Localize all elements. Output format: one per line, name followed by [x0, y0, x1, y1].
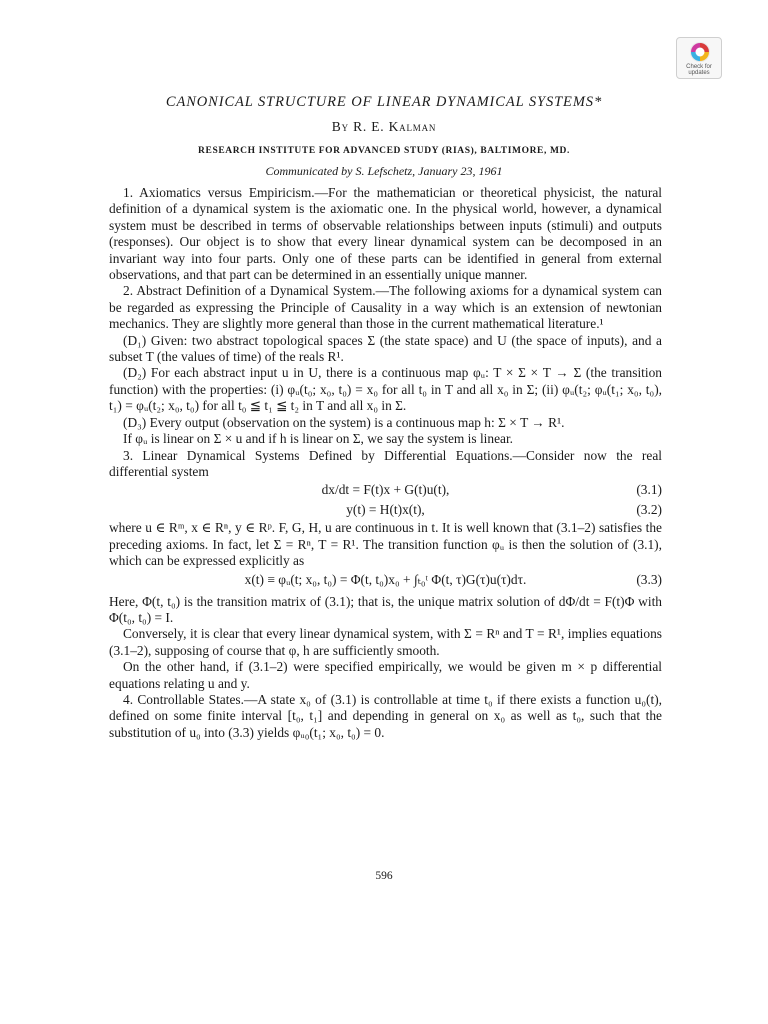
- paragraph-where: where u ∈ Rᵐ, x ∈ Rⁿ, y ∈ Rᵖ. F, G, H, u are continuous in t. It is well known that (3.1–2) satisfies the preceding axioms. In fact, let Σ = Rⁿ, T = R¹. The transition function φᵤ is then the solution of (3.1), which can be expressed explicitly as: [109, 520, 662, 569]
- badge-label: Check for updates: [686, 64, 712, 76]
- equation-3-2-formula: y(t) = H(t)x(t),: [346, 502, 425, 518]
- author-affiliation: RESEARCH INSTITUTE FOR ADVANCED STUDY (RIAS), BALTIMORE, MD.: [198, 146, 570, 156]
- equation-3-2: [109, 500, 662, 520]
- paragraph-conversely: Conversely, it is clear that every linear dynamical system, with Σ = Rⁿ and T = R¹, implies equations (3.1–2), supposing of course that φ, h are sufficiently smooth.: [109, 626, 662, 658]
- equation-3-3-number: (3.3): [636, 571, 662, 587]
- equation-3-2-number: (3.2): [636, 502, 662, 518]
- paragraph-transition-matrix: Here, Φ(t, t₀) is the transition matrix of (3.1); that is, the unique matrix solution of dΦ/dt = F(t)Φ with Φ(t₀, t₀) = I.: [109, 593, 662, 625]
- article-body: [109, 185, 662, 741]
- crossmark-icon: [689, 41, 711, 63]
- author-byline: By R. E. Kalman: [331, 119, 437, 134]
- equation-3-1: [109, 480, 662, 500]
- equation-3-3-formula: x(t) ≡ φᵤ(t; x₀, t₀) = Φ(t, t₀)x₀ + ∫ₜ₀ᵗ Φ(t, τ)G(τ)u(τ)dτ.: [244, 571, 527, 587]
- page-number: 596: [375, 870, 393, 882]
- axiom-d2: (D₂) For each abstract input u in U, there is a continuous map φᵤ: T × Σ × T → Σ (the transition function) with the properties: (i) φᵤ(t₀; x₀, t₀) = x₀ for all t₀ in T and all x₀ in Σ; (ii) φᵤ(t₂; φᵤ(t₁; x₀, t₀), t₁) = φᵤ(t₂; x₀, t₀) for all t₀ ≦ t₁ ≦ t₂ in T and all x₀ in Σ.: [109, 365, 662, 414]
- equation-3-1-number: (3.1): [636, 482, 662, 498]
- paper-title: CANONICAL STRUCTURE OF LINEAR DYNAMICAL SYSTEMS*: [165, 94, 603, 110]
- check-for-updates-badge[interactable]: [676, 37, 722, 79]
- equation-3-1-formula: dx/dt = F(t)x + G(t)u(t),: [321, 482, 450, 498]
- paragraph-controllable-states: 4. Controllable States.—A state x₀ of (3.1) is controllable at time t₀ if there exists a function u₀(t), defined on some finite interval [t₀, t₁] and depending in general on x₀ as well as t₀, such that the substitution of u₀ into (3.3) yields φᵤ₀(t₁; x₀, t₀) = 0.: [109, 691, 662, 740]
- paragraph-abstract-definition: 2. Abstract Definition of a Dynamical System.—The following axioms for a dynamical system can be regarded as expressing the Principle of Causality in a way which is an extension of newtonian mechanics. They are slightly more general than those in the current mathematical literature.¹: [109, 283, 662, 332]
- paragraph-empirical: On the other hand, if (3.1–2) were specified empirically, we would be given m × p differential equations relating u and y.: [109, 659, 662, 691]
- axiom-d3: (D₃) Every output (observation on the system) is a continuous map h: Σ × T → R¹.: [123, 414, 565, 430]
- equation-3-3: [109, 570, 662, 594]
- communicated-by: Communicated by S. Lefschetz, January 23, 1961: [265, 164, 503, 178]
- axiom-d1: (D₁) Given: two abstract topological spaces Σ (the state space) and U (the space of inputs), and a subset T (the values of time) of the reals R¹.: [109, 332, 662, 365]
- linear-definition: If φᵤ is linear on Σ × u and if h is linear on Σ, we say the system is linear.: [123, 431, 514, 447]
- paragraph-differential-equations: 3. Linear Dynamical Systems Defined by Differential Equations.—Consider now the real differential system: [109, 447, 662, 479]
- paragraph-axiomatics: 1. Axiomatics versus Empiricism.—For the mathematician or theoretical physicist, the natural definition of a dynamical system is the axiomatic one. In the physical world, however, a dynamical system must be described in terms of observable relationships between inputs (stimuli) and outputs (responses). Our object is to show that every linear dynamical system can be decomposed in an invariant way into four parts. Only one of these parts can be identified in general from external observations, and that part can be determined in an essentially unique manner.: [109, 185, 662, 283]
